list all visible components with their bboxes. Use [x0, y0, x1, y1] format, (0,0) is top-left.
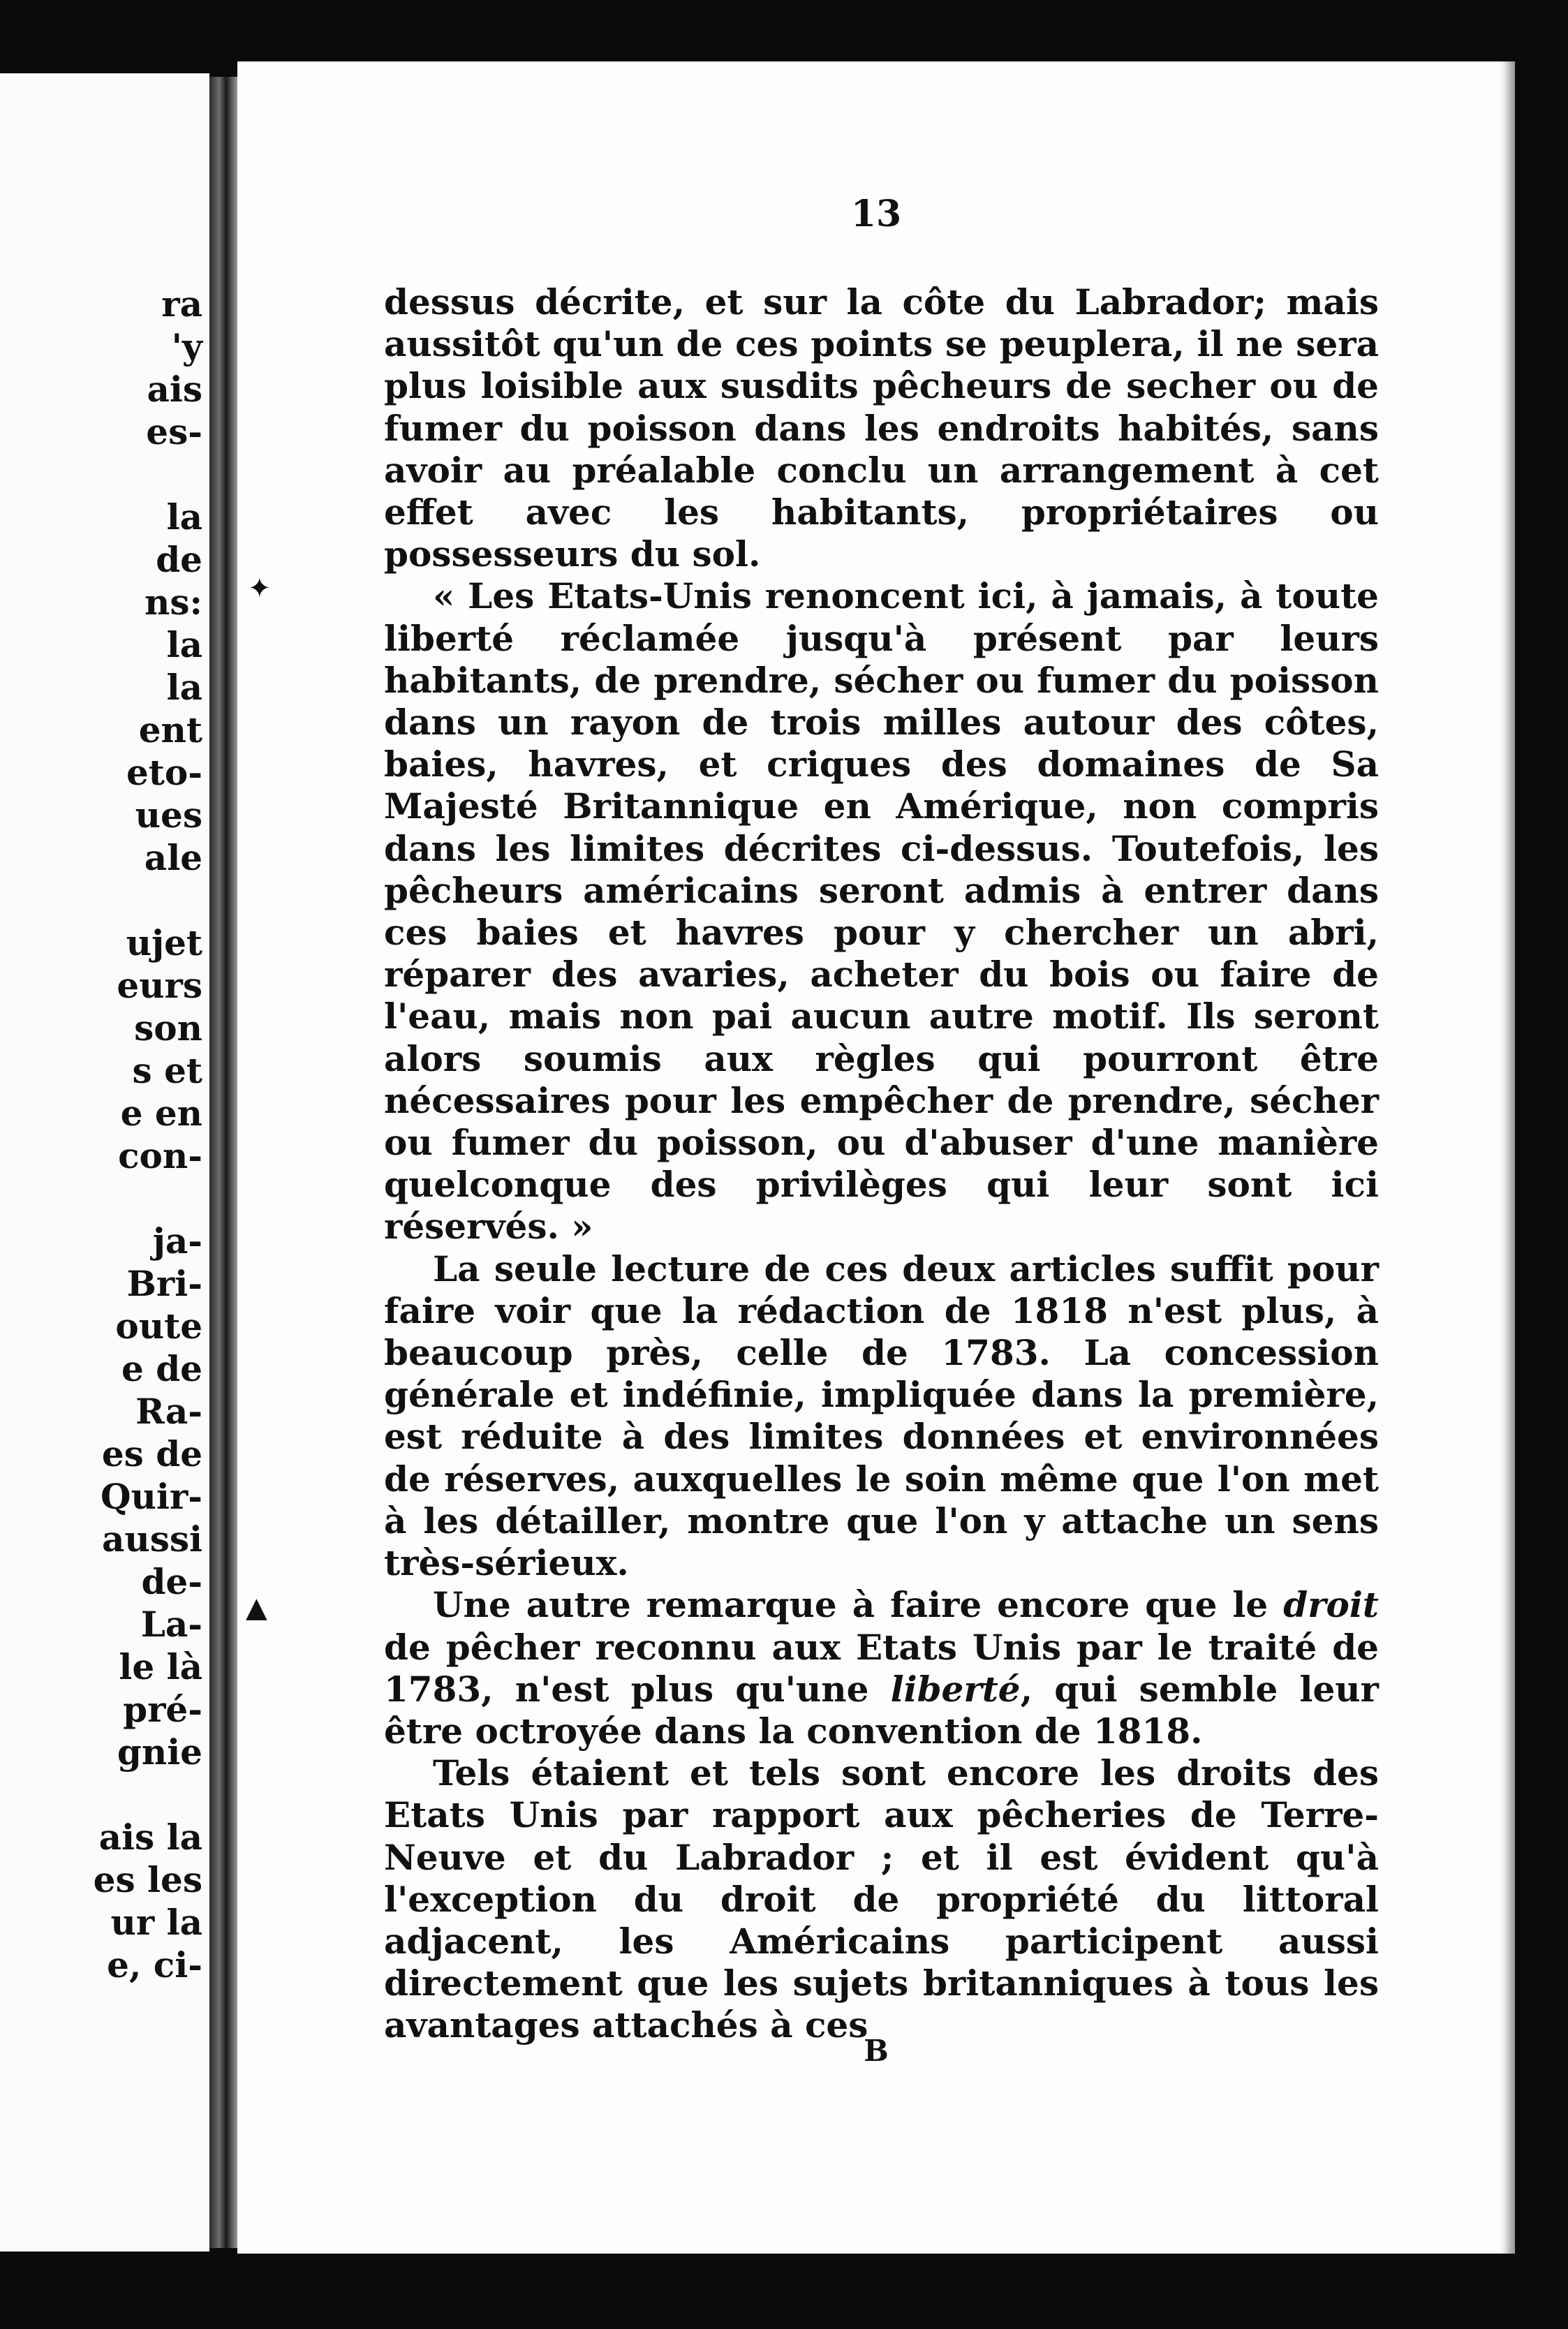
facing-page-fragment: ais: [147, 369, 202, 410]
facing-page-fragment: [94, 1177, 202, 1220]
facing-page-fragment: la: [166, 496, 202, 538]
main-page: [237, 61, 1515, 2254]
facing-page-fragment: la: [166, 667, 202, 708]
facing-page-fragment: s et: [132, 1050, 202, 1091]
facing-page-fragment: ur la: [110, 1902, 202, 1943]
facing-page-fragment: ues: [135, 794, 202, 836]
facing-page-fragment: es les: [93, 1859, 202, 1900]
book-gutter: [209, 77, 237, 2248]
paragraph-4-text-a: Une autre remarque à faire encore que le: [433, 1584, 1284, 1626]
facing-page-fragment: es-: [146, 411, 202, 452]
facing-page-fragment: Quir-: [101, 1476, 202, 1517]
body-text: [384, 281, 1379, 2047]
facing-page-fragment: ja-: [152, 1220, 202, 1262]
emphasis-droit: droit: [1283, 1584, 1379, 1626]
facing-page-fragment: de: [156, 539, 202, 580]
paragraph-2-quote: « Les Etats-Unis renoncent ici, à jamais, à toute liberté réclamée jusqu'à présent par leurs habitants, de prendre, sécher ou fumer du poisson dans un rayon de trois milles autour des côtes, baies, havres, et criques des domaines de Sa Majesté Britannique en Amérique, non compris dans les limites décrites ci-dessus. Toutefois, les pêcheurs américains seront admis à entrer dans ces baies et havres pour y chercher un abri, réparer des avaries, acheter du bois ou faire de l'eau, mais non pai aucun autre motif. Ils seront alors soumis aux règles qui pourront être nécessaires pour les empêcher de prendre, sécher ou fumer du poisson, ou d'abuser d'une manière quelconque des privilèges qui leur sont ici réservés. »: [384, 575, 1379, 1248]
emphasis-liberte: liberté: [890, 1668, 1021, 1710]
facing-page-fragment: ale: [144, 837, 202, 878]
facing-page-fragment: Ra-: [135, 1391, 202, 1432]
facing-page-fragment: es de: [101, 1433, 202, 1474]
facing-page-fragment: la: [166, 624, 202, 665]
facing-page-fragment: ujet: [126, 922, 202, 963]
facing-page-fragment: [94, 1773, 202, 1816]
facing-page-fragment: 'y: [171, 326, 202, 367]
facing-page-fragment: oute: [115, 1306, 202, 1347]
facing-page-fragment: de-: [141, 1561, 202, 1602]
facing-page-fragment: ent: [138, 709, 202, 751]
paragraph-4-text-b: de pêcher reconnu aux Etats Unis par le traité de 1783, n'est plus qu'une: [384, 1626, 1379, 1710]
facing-page-fragment: e de: [121, 1348, 202, 1389]
facing-page-fragment: [94, 879, 202, 922]
facing-page-fragment: ns:: [145, 582, 202, 623]
paragraph-3: La seule lecture de ces deux articles suffit pour faire voir que la rédaction de 1818 n'est plus, à beaucoup près, celle de 1783. La concession générale et indéfinie, impliquée dans la première, est réduite à des limites données et environnées de réserves, auxquelles le soin même que l'on met à les détailler, montre que l'on y attache un sens très-sérieux.: [384, 1248, 1379, 1584]
facing-page-text-fragments: [94, 283, 202, 1986]
facing-page-fragment: Bri-: [126, 1263, 202, 1304]
signature-mark: B: [864, 2034, 889, 2068]
page-number: 13: [850, 193, 902, 235]
facing-page-fragment: ais la: [98, 1817, 202, 1858]
facing-page-fragment: pré-: [123, 1689, 202, 1730]
facing-page-fragment: eto-: [126, 752, 202, 793]
facing-page-fragment: eurs: [117, 965, 202, 1006]
facing-page-fragment: [94, 453, 202, 496]
facing-page-fragment: aussi: [101, 1518, 202, 1560]
facing-page-fragment: con-: [118, 1135, 202, 1176]
paragraph-5: Tels étaient et tels sont encore les droits des Etats Unis par rapport aux pêcheries de Terre-Neuve et du Labrador ; et il est évident qu'à l'exception du droit de propriété du littoral adjacent, les Américains participent aussi directement que les sujets britanniques à tous les avantages attachés à ces: [384, 1752, 1379, 2046]
facing-page-fragment: le là: [119, 1646, 202, 1687]
facing-page-fragment: ra: [161, 283, 202, 325]
binding-mark-bottom: ▲: [246, 1592, 267, 1624]
facing-page-fragment: e, ci-: [107, 1944, 202, 1986]
paragraph-1: dessus décrite, et sur la côte du Labrador; mais aussitôt qu'un de ces points se peuplera, il ne sera plus loisible aux susdits pêcheurs de secher ou de fumer du poisson dans les endroits habités, sans avoir au préalable conclu un arrangement à cet effet avec les habitants, propriétaires ou possesseurs du sol.: [384, 281, 1379, 575]
facing-page-fragment: gnie: [117, 1731, 202, 1773]
paragraph-4-text-c: , qui semble leur être octroyée dans la convention de 1818.: [384, 1668, 1379, 1752]
facing-page-fragment: son: [134, 1007, 202, 1049]
facing-page: [0, 73, 209, 2252]
binding-mark-top: ✦: [248, 572, 272, 605]
facing-page-fragment: La-: [140, 1604, 202, 1645]
paragraph-4: [384, 1584, 1379, 1752]
facing-page-fragment: e en: [120, 1093, 202, 1134]
